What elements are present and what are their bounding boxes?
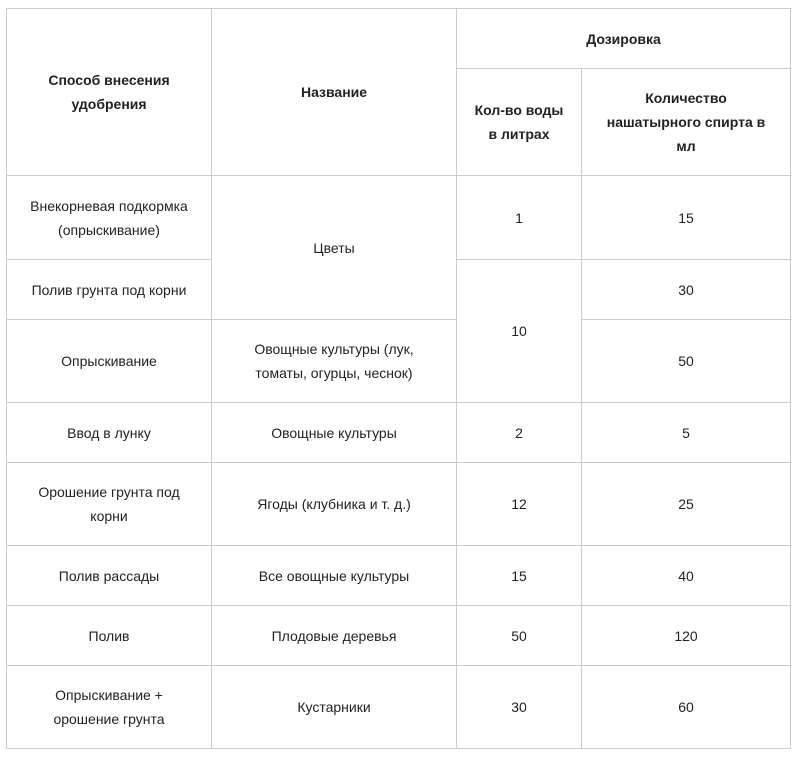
cell-method: Полив грунта под корни [7, 260, 212, 320]
cell-name: Плодовые деревья [212, 606, 457, 666]
cell-method: Ввод в лунку [7, 403, 212, 463]
header-method: Способ внесения удобрения [7, 9, 212, 176]
cell-name: Все овощные культуры [212, 546, 457, 606]
cell-water: 12 [457, 463, 582, 546]
header-dosage: Дозировка [457, 9, 791, 69]
table-row [7, 320, 791, 403]
cell-water: 50 [457, 606, 582, 666]
cell-ammonia: 120 [582, 606, 791, 666]
header-water: Кол-во воды в литрах [457, 69, 582, 176]
cell-water: 2 [457, 403, 582, 463]
cell-water: 15 [457, 546, 582, 606]
cell-ammonia: 30 [582, 260, 791, 320]
cell-name: Овощные культуры (лук, томаты, огурцы, чеснок) [212, 320, 457, 403]
cell-ammonia: 40 [582, 546, 791, 606]
cell-method: Опрыскивание + орошение грунта [7, 666, 212, 749]
header-row-1 [7, 9, 791, 69]
cell-method: Внекорневая подкормка (опрыскивание) [7, 176, 212, 260]
cell-water: 10 [457, 260, 582, 403]
table-row [7, 463, 791, 546]
cell-name: Цветы [212, 176, 457, 320]
cell-name: Кустарники [212, 666, 457, 749]
cell-method: Полив [7, 606, 212, 666]
table-row [7, 546, 791, 606]
cell-name: Ягоды (клубника и т. д.) [212, 463, 457, 546]
fertilizer-dosage-table [6, 8, 791, 749]
cell-water: 30 [457, 666, 582, 749]
table-row [7, 666, 791, 749]
header-ammonia: Количество нашатырного спирта в мл [582, 69, 791, 176]
header-name: Название [212, 9, 457, 176]
cell-ammonia: 50 [582, 320, 791, 403]
table-row [7, 606, 791, 666]
cell-method: Полив рассады [7, 546, 212, 606]
table-container [6, 8, 791, 749]
cell-ammonia: 60 [582, 666, 791, 749]
cell-ammonia: 25 [582, 463, 791, 546]
table-row [7, 403, 791, 463]
cell-ammonia: 5 [582, 403, 791, 463]
cell-method: Орошение грунта под корни [7, 463, 212, 546]
cell-water: 1 [457, 176, 582, 260]
cell-ammonia: 15 [582, 176, 791, 260]
cell-name: Овощные культуры [212, 403, 457, 463]
table-row [7, 176, 791, 260]
cell-method: Опрыскивание [7, 320, 212, 403]
